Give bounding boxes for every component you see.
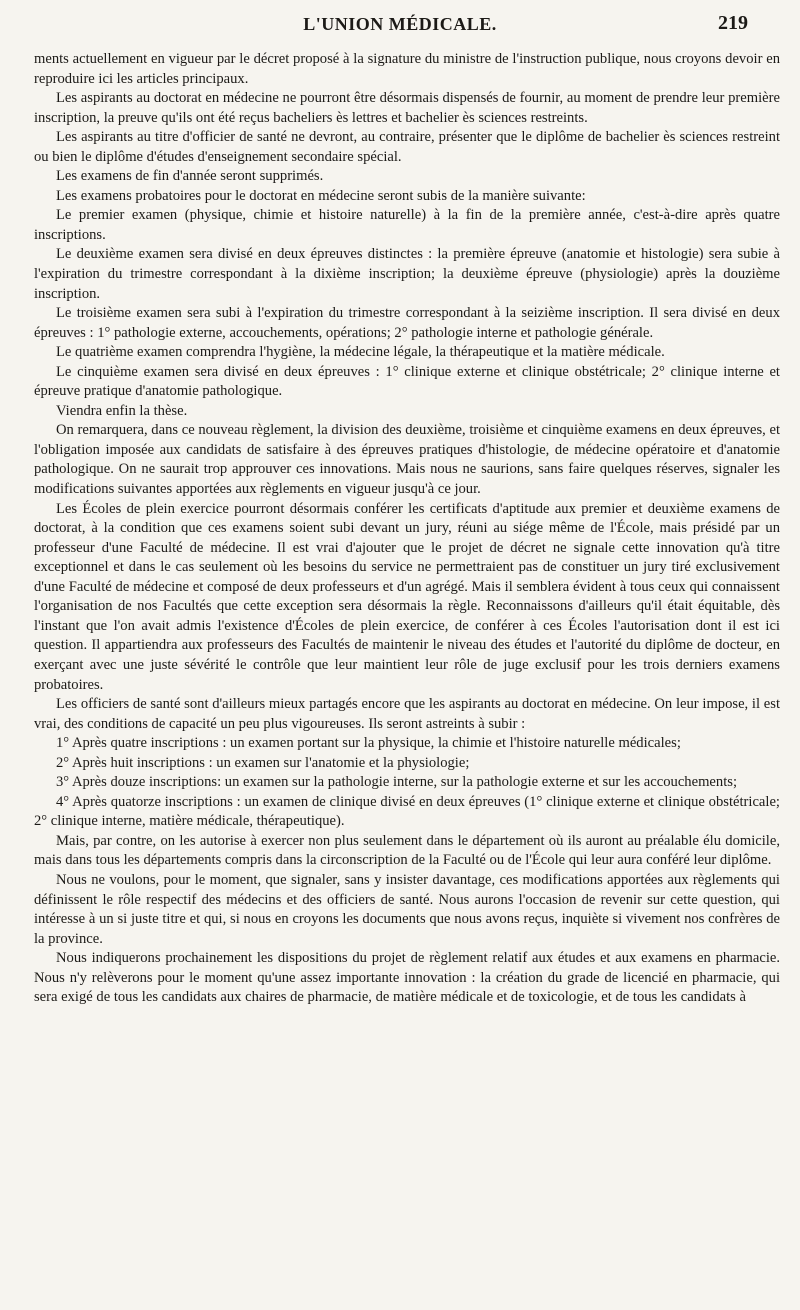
body-paragraph: Nous ne voulons, pour le moment, que signaler, sans y insister davantage, ces modifications apportées aux règlements qui définissent le rôle respectif des médecins et des officiers de santé. Nous aurons l'occasion de revenir sur cette question, qui intéresse à un si juste titre et qui, si nous en croyons les documents que nous avons reçus, inquiète si vivement nos confrères de la province.: [34, 871, 780, 947]
list-item-paragraph: 4° Après quatorze inscriptions : un examen de clinique divisé en deux épreuves (1° clinique externe et clinique obstétricale; 2° clinique interne, matière médicale, thérapeutique).: [34, 793, 780, 830]
body-paragraph: Le cinquième examen sera divisé en deux épreuves : 1° clinique externe et clinique obstétricale; 2° clinique interne et épreuve pratique d'anatomie pathologique.: [34, 363, 780, 400]
body-paragraph: On remarquera, dans ce nouveau règlement, la division des deuxième, troisième et cinquième examens en deux épreuves, et l'obligation imposée aux candidats de satisfaire à des épreuves pratiques d'histologie, de médecine opératoire et d'anatomie pathologique. On ne saurait trop approuver ces innovations. Mais nous ne saurions, sans faire quelques réserves, signaler les modifications suivantes apportées aux règlements en vigueur jusqu'à ce jour.: [34, 422, 780, 498]
body-paragraph: Les examens de fin d'année seront supprimés.: [56, 168, 324, 185]
article-body: [34, 50, 780, 1008]
body-paragraph: Les Écoles de plein exercice pourront désormais conférer les certificats d'aptitude aux premier et deuxième examens de doctorat, à la condition que ces examens soient subi devant un jury, réuni au siége même de l'École, mais présidé par un professeur d'une Faculté de médecine. Il est vrai d'ajouter que le projet de décret ne signale cette innovation qu'à titre exceptionnel et dans le cas seulement où les besoins du service ne permettraient pas de constituer un jury tiré exclusivement d'une Faculté de médecine et composé de deux professeurs et d'un agrégé. Mais il semblera évident à tous ceux qui connaissent l'organisation de nos Facultés que cette exception sera désormais la règle. Reconnaissons d'ailleurs qu'il était équitable, dès l'instant que l'on avait admis l'existence d'Écoles de plein exercice, de conférer à ces Écoles l'autorisation dont il est ici question. Il appartiendra aux professeurs des Facultés de maintenir le niveau des études et l'autorité du diplôme de docteur, en exerçant avec une juste sévérité le contrôle que leur maintient leur rôle de juge exclusif pour les trois derniers examens probatoires.: [34, 500, 780, 693]
list-item-paragraph: 2° Après huit inscriptions : un examen sur l'anatomie et la physiologie;: [56, 754, 470, 771]
body-paragraph: Mais, par contre, on les autorise à exercer non plus seulement dans le département où ils auront au préalable élu domicile, mais dans tous les départements compris dans la circonscription de la Faculté ou de l'École qui leur aura conféré leur diplôme.: [34, 832, 780, 869]
body-paragraph: Les officiers de santé sont d'ailleurs mieux partagés encore que les aspirants au doctorat en médecine. On leur impose, il est vrai, des conditions de capacité un peu plus vigoureuses. Ils seront astreints à subir :: [34, 696, 780, 732]
running-title: L'UNION MÉDICALE.: [303, 14, 497, 34]
list-item-paragraph: 3° Après douze inscriptions: un examen sur la pathologie interne, sur la pathologie externe et sur les accouchements;: [56, 774, 737, 791]
body-paragraph: Viendra enfin la thèse.: [56, 402, 188, 419]
body-paragraph: Les aspirants au titre d'officier de santé ne devront, au contraire, présenter que le diplôme de bachelier ès sciences restreint ou bien le diplôme d'études d'enseignement secondaire spécial.: [34, 129, 780, 165]
page-number: 219: [718, 12, 748, 34]
body-paragraph: Le troisième examen sera subi à l'expiration du trimestre correspondant à la seizième inscription. Il sera divisé en deux épreuves : 1° pathologie externe, accouchements, opérations; 2° pathologie interne et pathologie générale.: [34, 305, 780, 341]
body-paragraph: Le quatrième examen comprendra l'hygiène, la médecine légale, la thérapeutique et la matière médicale.: [56, 344, 665, 361]
page-header: [0, 8, 800, 44]
body-paragraph: Nous indiquerons prochainement les dispositions du projet de règlement relatif aux études et aux examens en pharmacie. Nous n'y relèverons pour le moment qu'une assez importante innovation : la création du grade de licencié en pharmacie, qui sera exigé de tous les candidats aux chaires de pharmacie, de matière médicale et de toxicologie, et de tous les candidats à: [34, 950, 780, 1006]
body-paragraph: Les examens probatoires pour le doctorat en médecine seront subis de la manière suivante:: [56, 187, 586, 204]
body-paragraph: Le premier examen (physique, chimie et histoire naturelle) à la fin de la première année, c'est-à-dire après quatre inscriptions.: [34, 207, 780, 243]
body-paragraph: ments actuellement en vigueur par le décret proposé à la signature du ministre de l'instruction publique, nous croyons devoir en reproduire ici les articles principaux.: [34, 51, 780, 87]
body-paragraph: Le deuxième examen sera divisé en deux épreuves distinctes : la première épreuve (anatomie et histologie) sera subie à l'expiration du trimestre correspondant à la dixième inscription; la deuxième épreuve (physiologie) après la douzième inscription.: [34, 246, 780, 302]
body-paragraph: Les aspirants au doctorat en médecine ne pourront être désormais dispensés de fournir, au moment de prendre leur première inscription, la preuve qu'ils ont été reçus bacheliers ès lettres et bachelier ès sciences restreints.: [34, 90, 780, 126]
list-item-paragraph: 1° Après quatre inscriptions : un examen portant sur la physique, la chimie et l'histoire naturelle médicales;: [56, 735, 681, 752]
